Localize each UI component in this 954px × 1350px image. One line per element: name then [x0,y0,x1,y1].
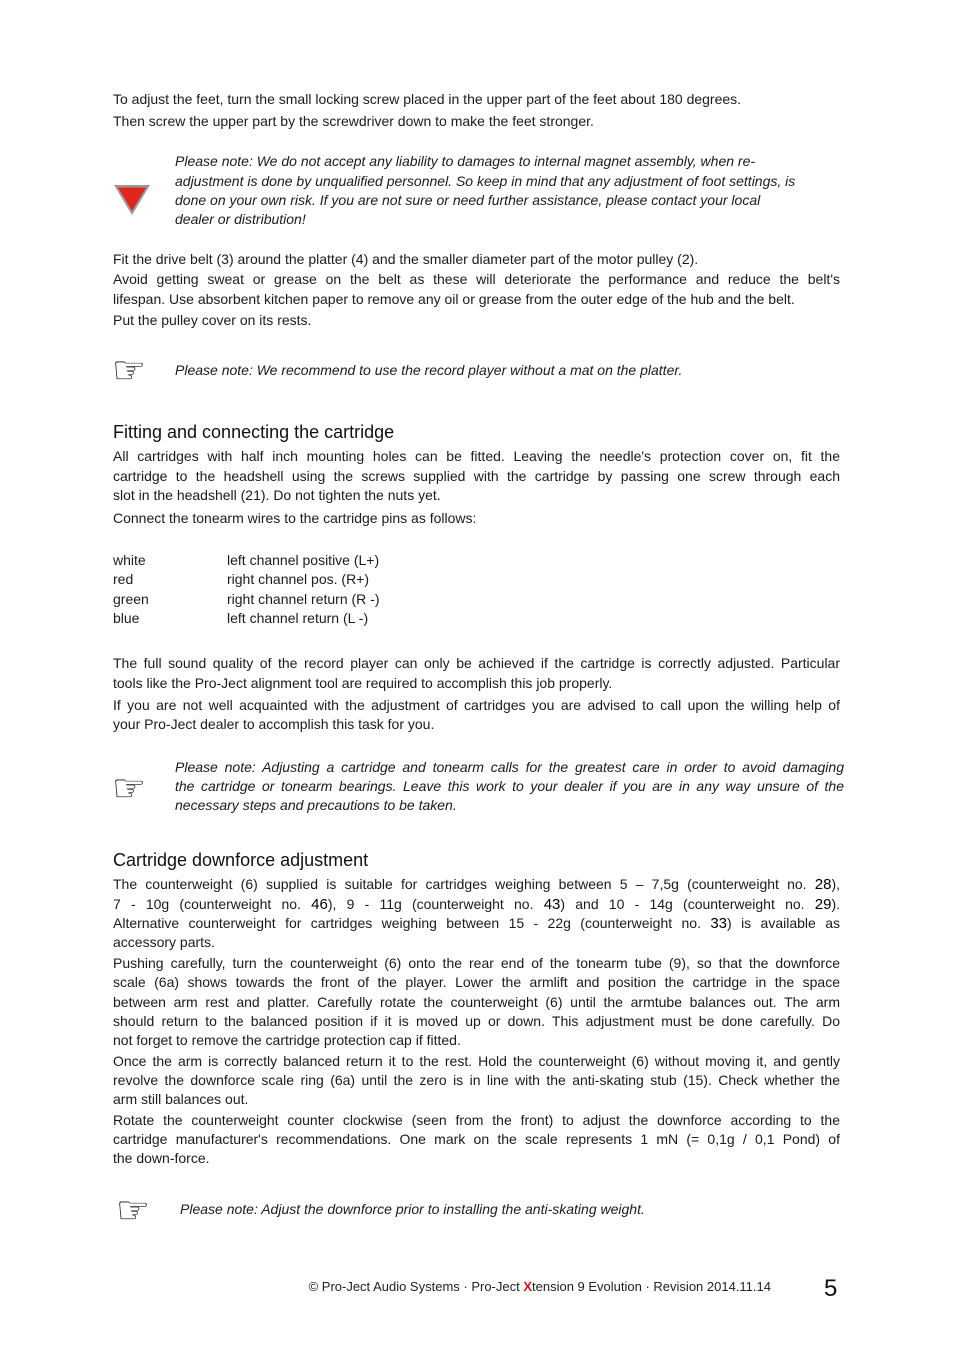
intro-line: To adjust the feet, turn the small locking screw placed in the upper part of the feet about 180 degrees. [113,91,742,107]
downforce-para3-line: arm still balances out. [113,1091,249,1107]
note-cartridge-line: the cartridge or tonearm bearings. Leave this work to your dealer if you are in any way unsure of the [175,778,844,794]
line-text: accessory parts. [113,934,215,950]
footer-prefix: © Pro-Ject Audio Systems · Pro-Ject [308,1279,524,1294]
belt-line: Fit the drive belt (3) around the platter (4) and the smaller diameter part of the motor pulley (2). [113,251,699,267]
downforce-para4-line: Rotate the counterweight counter clockwise (seen from the front) to adjust the downforce according to the [113,1112,840,1128]
page-number: 5 [824,1275,838,1302]
intro-line: Then screw the upper part by the screwdriver down to make the feet stronger. [113,113,594,129]
note-cartridge-line: necessary steps and precautions to be taken. [175,797,457,813]
connect-instruction: Connect the tonearm wires to the cartridge pins as follows: [113,510,477,526]
note-downforce-text: Please note: Adjust the downforce prior to installing the anti-skating weight. [180,1201,645,1217]
cartridge-para1-line: slot in the headshell (21). Do not tighten the nuts yet. [113,487,441,503]
line-text: 7 - 10g (counterweight no. [113,896,312,912]
downforce-para2-line: not forget to remove the cartridge protection cap if fitted. [113,1032,461,1048]
line-text: ). [831,896,840,912]
line-text: ), 9 - 11g (counterweight no. [327,896,544,912]
pointing-hand-icon [112,352,156,388]
wire-color: blue [113,610,140,626]
cartridge-para2-line: The full sound quality of the record player can only be achieved if the cartridge is correctly adjusted. Particular [113,655,840,671]
note-mat-text: Please note: We recommend to use the record player without a mat on the platter. [175,362,683,378]
downforce-para1-line [113,875,840,893]
note-cartridge-line: Please note: Adjusting a cartridge and tonearm calls for the greatest care in order to avoid damaging [175,759,844,775]
section-heading-downforce: Cartridge downforce adjustment [113,850,369,870]
warning-triangle-icon [112,183,152,217]
downforce-para2-line: between arm rest and platter. Carefully rotate the counterweight (6) until the armtube balances out. The arm [113,994,840,1010]
wire-color: white [113,552,146,568]
cartridge-para3-line: your Pro-Ject dealer to accomplish this task for you. [113,716,435,732]
wire-channel: left channel return (L -) [227,610,369,626]
footer-copyright [309,1279,771,1295]
cartridge-para1-line: All cartridges with half inch mounting holes can be fitted. Leaving the needle's protection cover on, fit the [113,448,840,464]
downforce-para2-line: scale (6a) shows towards the front of the player. Lower the armlift and position the cartridge in the space [113,974,840,990]
line-text: ), [831,876,840,892]
line-text: ) and 10 - 14g (counterweight no. [560,896,815,912]
brand-x: X [523,1279,533,1294]
downforce-para1-line [113,933,840,951]
wire-color: red [113,571,134,587]
wire-channel: left channel positive (L+) [227,552,380,568]
warning-note-line: dealer or distribution! [175,211,306,227]
counterweight-number: 43 [543,896,561,913]
warning-note-line: done on your own risk. If you are not sure or need further assistance, please contact your local [175,192,761,208]
downforce-para3-line: Once the arm is correctly balanced return it to the rest. Hold the counterweight (6) without moving it, and gently [113,1053,840,1069]
downforce-para2-line: should return to the balanced position if it is moved up or down. This adjustment must be done carefully. Do [113,1013,840,1029]
cartridge-para1-line: cartridge to the headshell using the screws supplied with the cartridge by passing one screw through each [113,468,840,484]
counterweight-number: 46 [311,896,328,913]
wire-channel: right channel return (R -) [227,591,380,607]
section-heading-cartridge: Fitting and connecting the cartridge [113,422,395,442]
counterweight-number: 33 [710,915,728,932]
downforce-para2-line: Pushing carefully, turn the counterweight (6) onto the rear end of the tonearm tube (9), so that the downforce [113,955,840,971]
pointing-hand-icon [116,1192,160,1228]
belt-line: lifespan. Use absorbent kitchen paper to remove any oil or grease from the outer edge of the hub and the belt. [113,291,795,307]
line-text: Alternative counterweight for cartridges weighing between 15 - 22g (counterweight no. [113,915,711,931]
downforce-para4-line: the down-force. [113,1150,210,1166]
warning-note-line: Please note: We do not accept any liability to damages to internal magnet assembly, when re- [175,153,756,169]
wire-color: green [113,591,149,607]
warning-note-line: adjustment is done by unqualified personnel. So keep in mind that any adjustment of foot settings, is [175,173,796,189]
downforce-para3-line: revolve the downforce scale ring (6a) until the zero is in line with the anti-skating stub (15). Check whether the [113,1072,840,1088]
wire-channel: right channel pos. (R+) [227,571,370,587]
counterweight-number: 28 [814,876,832,893]
downforce-para1-line [113,914,840,932]
downforce-para4-line: cartridge manufacturer's recommendations. One mark on the scale represents 1 mN (= 0,1g / 0,1 Pond) of [113,1131,840,1147]
pointing-hand-icon [112,770,156,806]
footer-suffix: tension 9 Evolution · Revision 2014.11.14 [532,1279,771,1294]
cartridge-para2-line: tools like the Pro-Ject alignment tool are required to accomplish this job properly. [113,675,613,691]
line-text: The counterweight (6) supplied is suitable for cartridges weighing between 5 – 7,5g (counterweight no. [113,876,815,892]
downforce-para1-line [113,895,840,913]
cartridge-para3-line: If you are not well acquainted with the adjustment of cartridges you are advised to call upon the willing help of [113,697,840,713]
counterweight-number: 29 [814,896,832,913]
belt-line: Put the pulley cover on its rests. [113,312,312,328]
line-text: ) is available as [727,915,840,931]
belt-line: Avoid getting sweat or grease on the belt as these will deteriorate the performance and reduce the belt's [113,271,840,287]
